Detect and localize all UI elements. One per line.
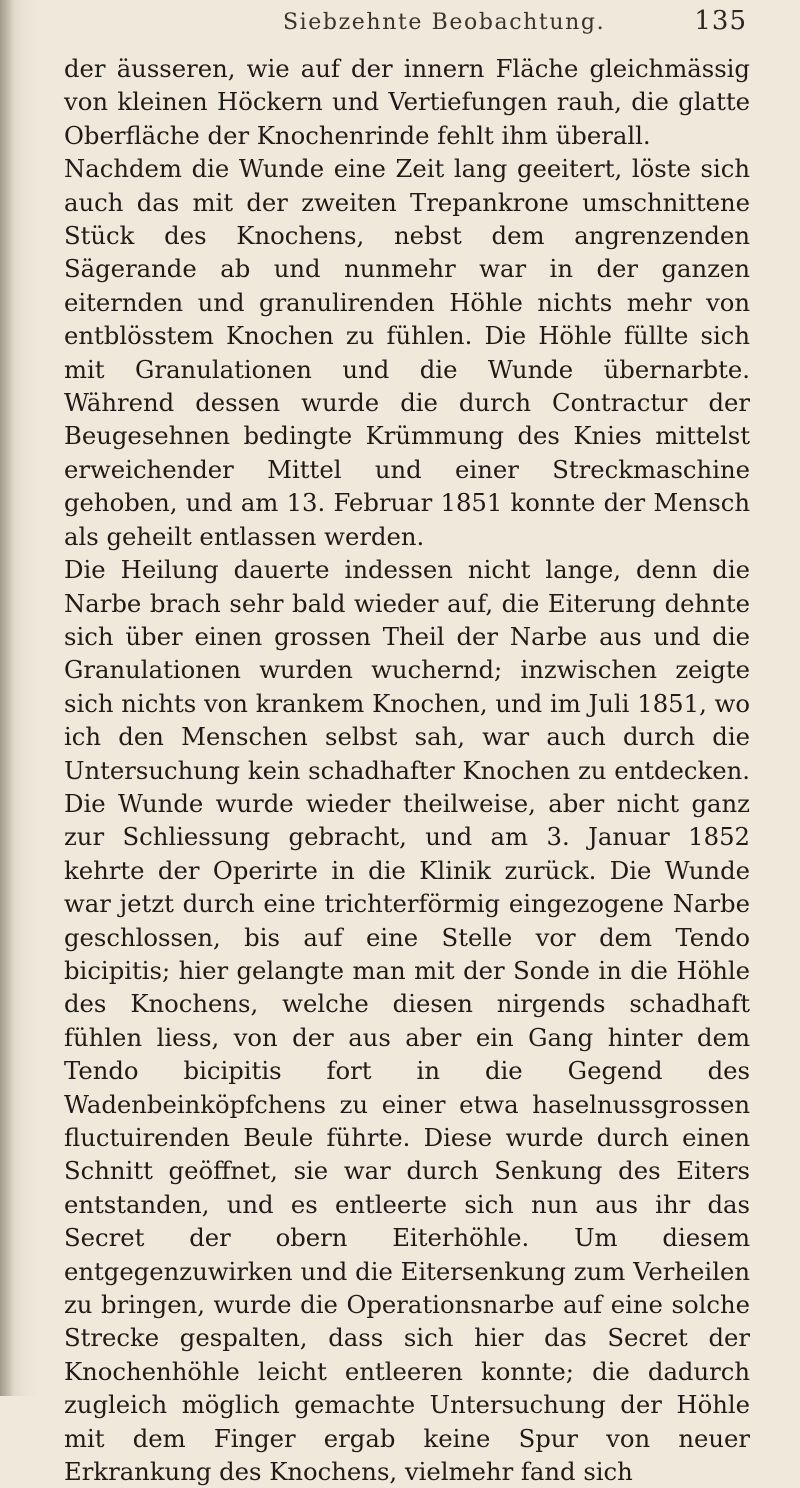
- paragraph: Die Heilung dauerte indessen nicht lange, denn die Narbe brach sehr bald wieder auf, die Eiterung dehnte sich über einen grossen Theil der Narbe aus und die Granulationen wurden wuchernd; inzwischen zeigte sich nichts von krankem Knochen, und im Juli 1851, wo ich den Menschen selbst sah, war auch durch die Untersuchung kein schadhafter Knochen zu entdecken. Die Wunde wurde wieder theilweise, aber nicht ganz zur Schliessung gebracht, und am 3. Januar 1852 kehrte der Operirte in die Klinik zurück. Die Wunde war jetzt durch eine trichterförmig eingezogene Narbe geschlossen, bis auf eine Stelle vor dem Tendo bicipitis; hier gelangte man mit der Sonde in die Höhle des Knochens, welche diesen nirgends schadhaft fühlen liess, von der aus aber ein Gang hinter dem Tendo bicipitis fort in die Gegend des Wadenbeinköpfchens zu einer etwa haselnussgrossen fluctuirenden Beule führte. Diese wurde durch einen Schnitt geöffnet, sie war durch Senkung des Eiters entstanden, und es entleerte sich nun aus ihr das Secret der obern Eiterhöhle. Um diesem entgegenzuwirken und die Eitersenkung zum Verheilen zu bringen, wurde die Operationsnarbe auf eine solche Strecke gespalten, dass sich hier das Secret der Knochenhöhle leicht entleeren konnte; die dadurch zugleich möglich gemachte Untersuchung der Höhle mit dem Finger ergab keine Spur von neuer Erkrankung des Knochens, vielmehr fand sich: [64, 555, 750, 1487]
- paragraph-continuation: der äusseren, wie auf der innern Fläche gleichmässig von kleinen Höckern und Vertiefungen rauh, die glatte Oberfläche der Knochenrinde fehlt ihm überall.: [64, 54, 750, 150]
- running-head: Siebzehnte Beobachtung.: [283, 10, 606, 35]
- page-header: [0, 2, 800, 46]
- page-number: 135: [694, 6, 747, 36]
- paragraph: Nachdem die Wunde eine Zeit lang geeitert, löste sich auch das mit der zweiten Trepankrone umschnittene Stück des Knochens, nebst dem angrenzenden Sägerande ab und nunmehr war in der ganzen eiternden und granulirenden Höhle nichts mehr von entblösstem Knochen zu fühlen. Die Höhle füllte sich mit Granulationen und die Wunde übernarbte. Während dessen wurde die durch Contractur der Beugesehnen bedingte Krümmung des Knies mittelst erweichender Mittel und einer Streckmaschine gehoben, und am 13. Februar 1851 konnte der Mensch als geheilt entlassen werden.: [64, 154, 750, 551]
- body-text: [64, 52, 750, 1488]
- binding-shadow: [0, 0, 14, 1396]
